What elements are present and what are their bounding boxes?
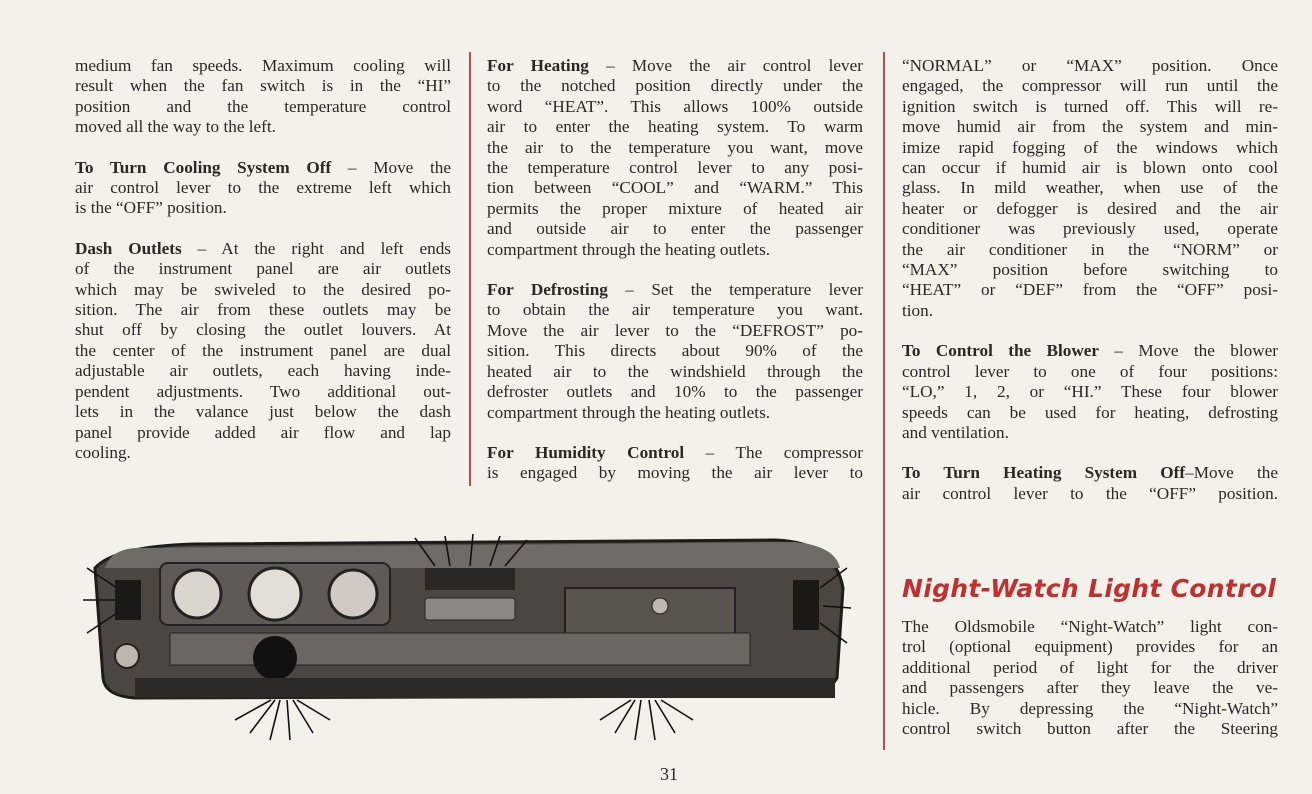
text-line: “HEAT” or “DEF” from the “OFF” posi- <box>902 280 1278 300</box>
paragraph-lead: For Humidity Control <box>487 442 685 462</box>
text-line: can occur if humid air is blown onto cool <box>902 158 1278 178</box>
text-line: tion. <box>902 300 934 320</box>
text-line: lets in the valance just below the dash <box>75 402 451 422</box>
paragraph <box>902 341 1278 443</box>
text-line: sition. The air from these outlets may be <box>75 300 451 320</box>
center-vent <box>425 568 515 590</box>
text-line: hicle. By depressing the “Night-Watch” <box>902 698 1278 718</box>
text-line: moved all the way to the left. <box>75 117 276 137</box>
text-line: control lever to one of four positions: <box>902 361 1278 381</box>
text-line: the air conditioner in the “NORM” or <box>902 239 1278 259</box>
gauge-left <box>173 570 221 618</box>
glovebox-lock <box>652 598 668 614</box>
section-heading: Night-Watch Light Control <box>902 574 1277 603</box>
text-line: cooling. <box>75 442 131 462</box>
text-line: For Humidity Control – The compressor <box>487 442 863 462</box>
paragraph-lead: To Turn Heating System Off <box>902 463 1186 483</box>
column-divider-left <box>469 52 471 486</box>
text-line: To Turn Heating System Off–Move the <box>902 463 1278 483</box>
paragraph-lead: Dash Outlets <box>75 238 182 258</box>
paragraph-lead: For Defrosting <box>487 280 608 300</box>
text-line: control switch button after the Steering <box>902 719 1278 739</box>
text-column-1 <box>75 56 451 483</box>
text-line: air to enter the heating system. To warm <box>487 117 863 137</box>
paragraph-lead: To Turn Cooling System Off <box>75 157 332 177</box>
paragraph <box>487 280 863 423</box>
paragraph <box>75 56 451 138</box>
text-column-2 <box>487 56 863 504</box>
text-line: air control lever to the extreme left which <box>75 178 451 198</box>
steering-column <box>253 636 297 680</box>
text-line: engaged, the compressor will run until the <box>902 76 1278 96</box>
text-line: to the notched position directly under the <box>487 76 863 96</box>
text-line: compartment through the heating outlets. <box>487 402 771 422</box>
gauge-center <box>249 568 301 620</box>
text-line: is the “OFF” position. <box>75 198 227 218</box>
text-line: shut off by closing the outlet louvers. At <box>75 320 451 340</box>
text-line: The Oldsmobile “Night-Watch” light con- <box>902 617 1278 636</box>
paragraph <box>902 56 1278 321</box>
text-line: to obtain the air temperature you want. <box>487 300 863 320</box>
text-line: adjustable air outlets, each having inde- <box>75 361 451 381</box>
text-line: tion between “COOL” and “WARM.” This <box>487 178 863 198</box>
paragraph-lead: To Control the Blower <box>902 341 1100 361</box>
text-line: which may be swiveled to the desired po- <box>75 279 451 299</box>
text-line: additional period of light for the driver <box>902 657 1278 677</box>
text-line: and ventilation. <box>902 422 1009 442</box>
text-line: “MAX” position before switching to <box>902 260 1278 280</box>
text-line: heated air to the windshield through the <box>487 361 863 381</box>
paragraph <box>487 56 863 260</box>
text-line: defroster outlets and 10% to the passenger <box>487 382 863 402</box>
text-line: heater or defogger is desired and the air <box>902 198 1278 218</box>
text-line: the temperature control lever to any posi- <box>487 158 863 178</box>
text-line: move humid air from the system and min- <box>902 117 1278 137</box>
text-line: and outside air to enter the passenger <box>487 219 863 239</box>
paragraph <box>487 443 863 484</box>
gauge-right <box>329 570 377 618</box>
paragraph <box>902 463 1278 504</box>
text-line: permits the proper mixture of heated air <box>487 198 863 218</box>
text-line: speeds can be used for heating, defrosting <box>902 402 1278 422</box>
night-watch-paragraph <box>902 617 1278 739</box>
text-line: and passengers after they leave the ve- <box>902 678 1278 698</box>
page-number: 31 <box>660 764 678 784</box>
text-line: Dash Outlets – At the right and left ends <box>75 238 451 258</box>
valance <box>135 678 835 698</box>
text-line: “LO,” 1, 2, or “HI.” These four blower <box>902 382 1278 402</box>
column-divider-right <box>883 52 885 750</box>
text-line: For Defrosting – Set the temperature lever <box>487 280 863 300</box>
text-line: To Turn Cooling System Off – Move the <box>75 157 451 177</box>
instrument-panel-illustration <box>75 528 855 753</box>
paragraph <box>75 239 451 463</box>
text-line: result when the fan switch is in the “HI” <box>75 76 451 96</box>
text-line: compartment through the heating outlets. <box>487 239 771 259</box>
text-line: panel provide added air flow and lap <box>75 422 451 442</box>
text-line: sition. This directs about 90% of the <box>487 341 863 361</box>
radio <box>425 598 515 620</box>
text-line: imize rapid fogging of the windows which <box>902 137 1278 157</box>
text-line: conditioner was previously used, operate <box>902 219 1278 239</box>
text-line: trol (optional equipment) provides for an <box>902 637 1278 657</box>
text-line: of the instrument panel are air outlets <box>75 259 451 279</box>
text-line: the air to the temperature you want, move <box>487 137 863 157</box>
text-line: position and the temperature control <box>75 96 451 116</box>
text-line: “NORMAL” or “MAX” position. Once <box>902 56 1278 75</box>
text-line: medium fan speeds. Maximum cooling will <box>75 56 451 75</box>
glovebox <box>565 588 735 636</box>
text-line: air control lever to the “OFF” position. <box>902 483 1278 503</box>
text-line: is engaged by moving the air lever to <box>487 463 863 483</box>
lighter <box>115 644 139 668</box>
paragraph-lead: For Heating <box>487 56 589 75</box>
text-line: For Heating – Move the air control lever <box>487 56 863 75</box>
left-outlet <box>115 580 141 620</box>
right-outlet <box>793 580 819 630</box>
text-line: ignition switch is turned off. This will re- <box>902 96 1278 116</box>
text-line: pendent adjustments. Two additional out- <box>75 381 451 401</box>
text-line: the center of the instrument panel are dual <box>75 340 451 360</box>
text-line: To Control the Blower – Move the blower <box>902 341 1278 361</box>
paragraph <box>75 158 451 219</box>
text-line: glass. In mild weather, when use of the <box>902 178 1278 198</box>
text-column-3 <box>902 56 1278 524</box>
text-line: Move the air lever to the “DEFROST” po- <box>487 320 863 340</box>
text-line: word “HEAT”. This allows 100% outside <box>487 96 863 116</box>
